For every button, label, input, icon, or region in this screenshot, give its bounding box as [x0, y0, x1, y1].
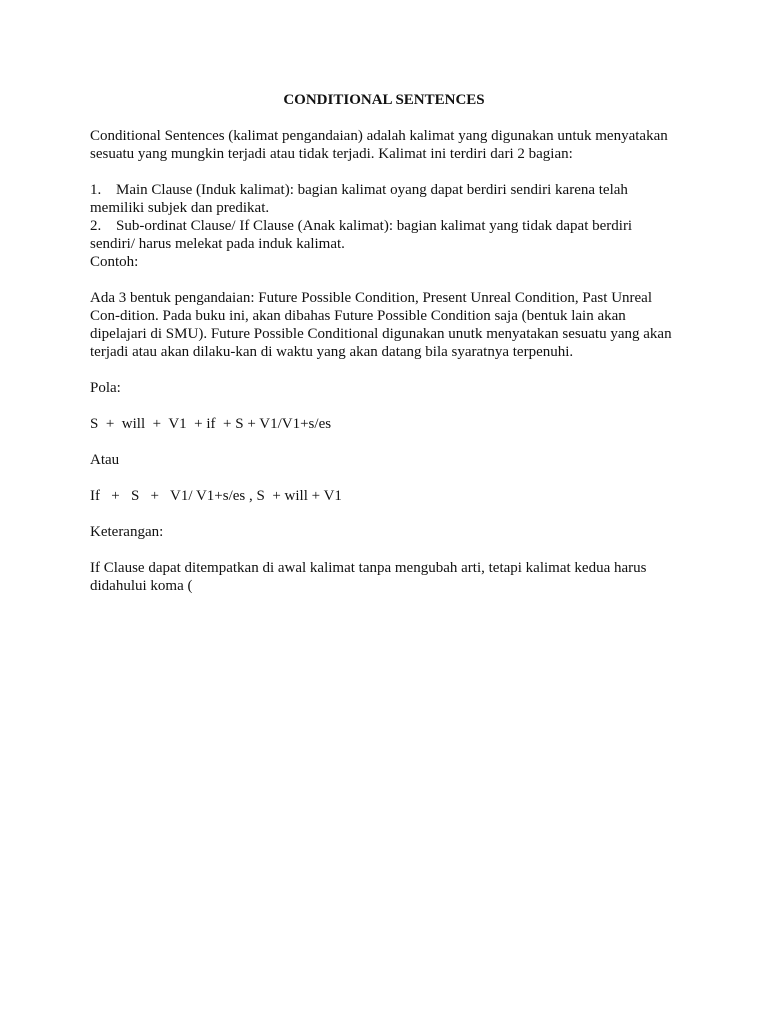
list-item	[90, 181, 650, 217]
spacer	[90, 433, 690, 451]
spacer	[90, 271, 690, 289]
spacer	[90, 361, 690, 379]
list-item	[90, 217, 650, 253]
document-title: CONDITIONAL SENTENCES	[283, 92, 485, 108]
keterangan-label: Keterangan:	[90, 524, 164, 540]
atau-label: Atau	[90, 452, 120, 468]
spacer	[90, 397, 690, 415]
list-number: 2.	[90, 218, 102, 234]
main-paragraph: Ada 3 bentuk pengandaian: Future Possible Condition, Present Unreal Condition, Past Unreal Con-dition. Pada buku ini, akan dibahas Future Possible Condition saja (bentuk lain akan dipelajari di SMU). Future Possible Conditional digunakan unutk menyatakan sesuatu yang akan terjadi atau akan dilaku-kan di waktu yang akan datang bila syaratnya terpenuhi.	[90, 290, 672, 360]
spacer	[90, 541, 690, 559]
keterangan-paragraph: If Clause dapat ditempatkan di awal kalimat tanpa mengubah arti, tetapi kalimat kedua harus didahului koma (	[90, 560, 647, 594]
document-body	[90, 91, 690, 595]
spacer	[90, 505, 690, 523]
spacer	[90, 163, 690, 181]
list-number: 1.	[90, 182, 102, 198]
contoh-label: Contoh:	[90, 254, 139, 270]
list-text: Sub-ordinat Clause/ If Clause (Anak kalimat): bagian kalimat yang tidak dapat berdiri sendiri/ harus melekat pada induk kalimat.	[90, 218, 633, 252]
pola-label: Pola:	[90, 380, 121, 396]
formula-if-first: If + S + V1/ V1+s/es , S + will + V1	[90, 488, 342, 504]
intro-paragraph: Conditional Sentences (kalimat pengandaian) adalah kalimat yang digunakan untuk menyatakan sesuatu yang mungkin terjadi atau tidak terjadi. Kalimat ini terdiri dari 2 bagian:	[90, 128, 668, 162]
list-text: Main Clause (Induk kalimat): bagian kalimat oyang dapat berdiri sendiri karena telah memiliki subjek dan predikat.	[90, 182, 628, 216]
spacer	[90, 469, 690, 487]
formula-future: S + will + V1 + if + S + V1/V1+s/es	[90, 416, 332, 432]
